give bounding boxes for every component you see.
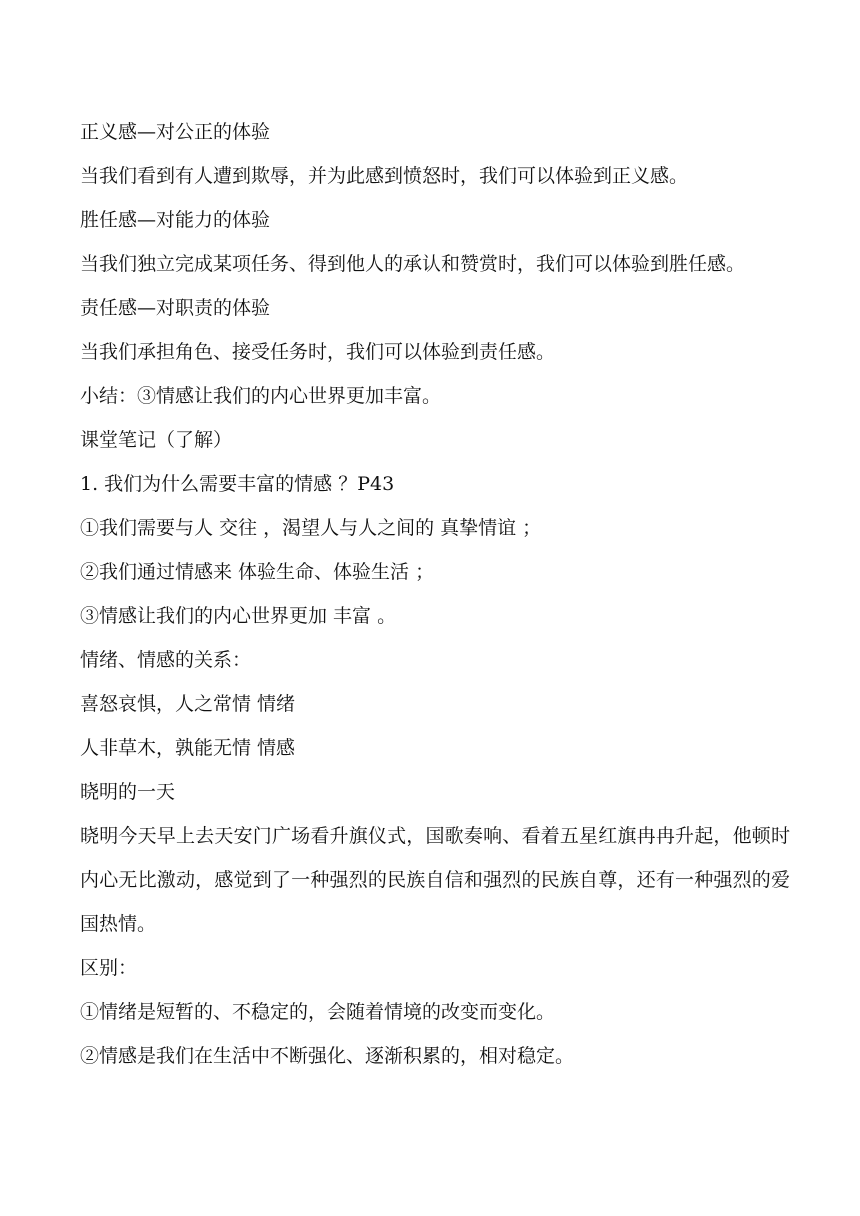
difference-point-1: ①情绪是短暂的、不稳定的，会随着情境的改变而变化。: [80, 1001, 556, 1023]
class-notes-heading: 课堂笔记（了解）: [80, 429, 233, 451]
heading-sense-of-responsibility: 责任感—对职责的体验: [80, 297, 271, 319]
story-heading: 晓明的一天: [80, 781, 176, 803]
story-paragraph: 晓明今天早上去天安门广场看升旗仪式，国歌奏响、看着五星红旗冉冉升起，他顿时内心无比激动，感觉到了一种强烈的民族自信和强烈的民族自尊，还有一种强烈的爱国热情。: [80, 825, 790, 935]
answer-point-1: ①我们需要与人 交往 ，渴望人与人之间的 真挚情谊 ；: [80, 517, 542, 539]
answer-point-3: ③情感让我们的内心世界更加 丰富 。: [80, 605, 397, 627]
heading-sense-of-justice: 正义感—对公正的体验: [80, 121, 271, 143]
text-sense-of-responsibility: 当我们承担角色、接受任务时，我们可以体验到责任感。: [80, 341, 556, 363]
difference-heading: 区别：: [80, 957, 138, 979]
summary-line: 小结：③情感让我们的内心世界更加丰富。: [80, 385, 442, 407]
heading-sense-of-competence: 胜任感—对能力的体验: [80, 209, 271, 231]
question-line: 1. 我们为什么需要丰富的情感 ？P43: [80, 473, 395, 495]
relation-emotion-line: 喜怒哀惧，人之常情 情绪: [80, 693, 296, 715]
difference-point-2: ②情感是我们在生活中不断强化、逐渐积累的，相对稳定。: [80, 1045, 575, 1067]
document-content: [80, 110, 790, 1078]
text-sense-of-justice: 当我们看到有人遭到欺辱，并为此感到愤怒时，我们可以体验到正义感。: [80, 165, 689, 187]
text-sense-of-competence: 当我们独立完成某项任务、得到他人的承认和赞赏时，我们可以体验到胜任感。: [80, 253, 746, 275]
relation-heading: 情绪、情感的关系：: [80, 649, 252, 671]
answer-point-2: ②我们通过情感来 体验生命、体验生活 ；: [80, 561, 435, 583]
relation-feeling-line: 人非草木，孰能无情 情感: [80, 737, 296, 759]
